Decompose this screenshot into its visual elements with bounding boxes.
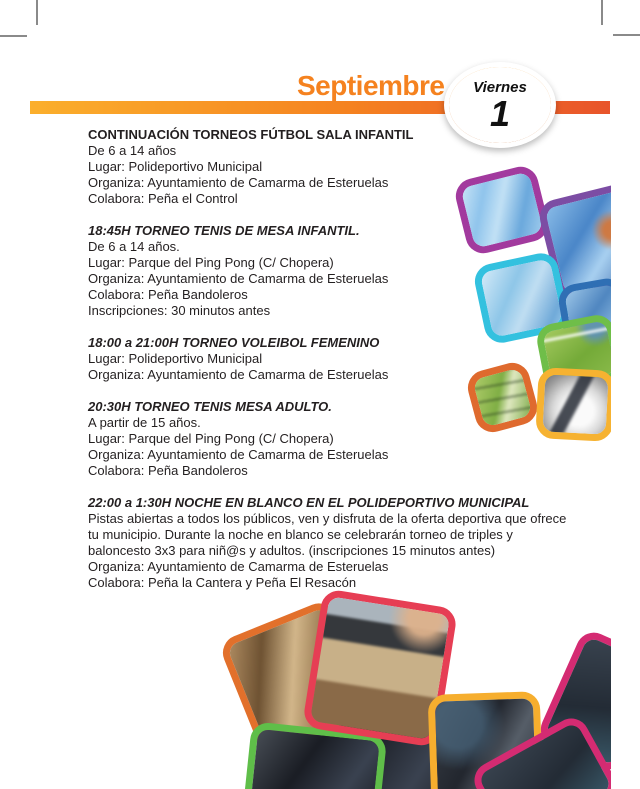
- event-line: Pistas abiertas a todos los públicos, ven y disfruta de la oferta deportiva que ofrece: [88, 511, 567, 526]
- events-list: [88, 127, 602, 607]
- event-lines: [88, 511, 602, 591]
- event-lines: [88, 239, 602, 319]
- event-line: Organiza: Ayuntamiento de Camarma de Esteruelas: [88, 271, 389, 286]
- event-lines: [88, 351, 602, 383]
- event-line: Lugar: Polideportivo Municipal: [88, 159, 263, 174]
- event-line: Lugar: Polideportivo Municipal: [88, 351, 263, 366]
- event-line: Organiza: Ayuntamiento de Camarma de Esteruelas: [88, 559, 389, 574]
- event-line: Organiza: Ayuntamiento de Camarma de Esteruelas: [88, 447, 389, 462]
- event-line: Organiza: Ayuntamiento de Camarma de Esteruelas: [88, 367, 389, 382]
- day-badge-weekday: Viernes: [473, 79, 527, 96]
- month-title: Septiembre: [297, 70, 445, 101]
- event-lines: [88, 143, 602, 207]
- event-lines: [88, 415, 602, 479]
- crop-mark-top-right-horizontal: [613, 34, 640, 36]
- day-badge-face: [449, 67, 551, 143]
- event-title: 18:45H TORNEO TENIS DE MESA INFANTIL.: [88, 223, 360, 238]
- event-title: 18:00 a 21:00H TORNEO VOLEIBOL FEMENINO: [88, 335, 380, 350]
- event-line: Colabora: Peña Bandoleros: [88, 287, 248, 302]
- event-line: Lugar: Parque del Ping Pong (C/ Chopera): [88, 431, 334, 446]
- event-title: 20:30H TORNEO TENIS MESA ADULTO.: [88, 399, 332, 414]
- day-badge-number: 1: [489, 93, 511, 134]
- event-block: [88, 495, 602, 591]
- event-block: [88, 335, 602, 383]
- event-line: Inscripciones: 30 minutos antes: [88, 303, 271, 318]
- event-title: CONTINUACIÓN TORNEOS FÚTBOL SALA INFANTIL: [88, 127, 414, 142]
- event-line: A partir de 15 años.: [88, 415, 201, 430]
- day-badge: [444, 62, 556, 148]
- event-line: Lugar: Parque del Ping Pong (C/ Chopera): [88, 255, 334, 270]
- event-line: Colabora: Peña Bandoleros: [88, 463, 248, 478]
- event-line: De 6 a 14 años: [88, 143, 177, 158]
- event-line: De 6 a 14 años.: [88, 239, 180, 254]
- event-line: Organiza: Ayuntamiento de Camarma de Esteruelas: [88, 175, 389, 190]
- event-line: tu municipio. Durante la noche en blanco se celebrarán torneo de triples y: [88, 527, 513, 542]
- event-line: Colabora: Peña la Cantera y Peña El Resacón: [88, 575, 357, 590]
- event-block: [88, 223, 602, 319]
- event-line: Colabora: Peña el Control: [88, 191, 238, 206]
- event-title: 22:00 a 1:30H NOCHE EN BLANCO EN EL POLIDEPORTIVO MUNICIPAL: [88, 495, 530, 510]
- event-block: [88, 399, 602, 479]
- event-line: baloncesto 3x3 para niñ@s y adultos. (inscripciones 15 minutos antes): [88, 543, 496, 558]
